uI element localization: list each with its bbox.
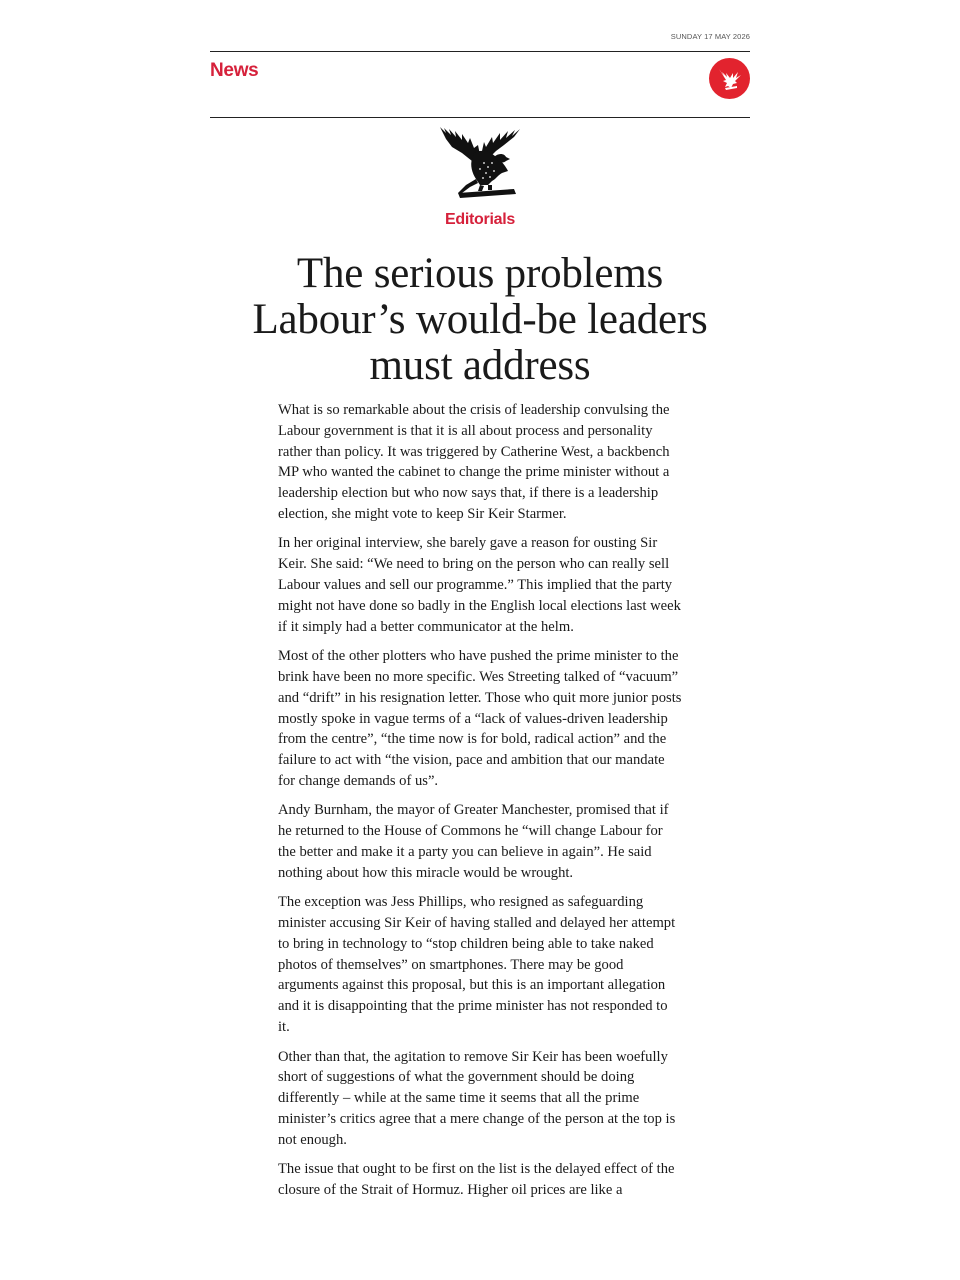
article-paragraph: Most of the other plotters who have pushed the prime minister to the brink have been no more specific. Wes Streeting talked of “vacuum” and “drift” in his resignation letter. Those who quit more junior posts mostly spoke in vague terms of a “lack of values-driven leadership from the centre”, “the time now is for bold, radical action” and the failure to act with “the vision, pace and ambition that our mandate for change demands of us”.	[278, 648, 682, 789]
independent-logo-button[interactable]	[709, 58, 750, 99]
article-paragraph: The exception was Jess Phillips, who resigned as safeguarding minister accusing Sir Keir of having stalled and delayed her attempt to bring in technology to “stop children being able to take naked photos of themselves” on smartphones. There may be good arguments against this proposal, but this is an important allegation and it is disappointing that the prime minister has not responded to it.	[278, 894, 676, 1036]
section-link-news[interactable]: News	[210, 60, 259, 81]
article-paragraph: Andy Burnham, the mayor of Greater Manchester, promised that if he returned to the House of Commons he “will change Labour for the better and make it a party you can believe in again”. He said nothing about how this miracle would be wrought.	[278, 802, 669, 881]
article-paragraph: What is so remarkable about the crisis of leadership convulsing the Labour government is that it is all about process and personality rather than policy. It was triggered by Catherine West, a backbench MP who wanted the cabinet to change the prime minister without a leadership election but who now says that, if there is a leadership election, she might vote to keep Sir Keir Starmer.	[278, 402, 670, 522]
article-paragraph: The issue that ought to be first on the list is the delayed effect of the closure of the Strait of Hormuz. Higher oil prices are like a	[278, 1161, 675, 1199]
article-kicker: Editorials	[445, 211, 515, 228]
article-paragraph: In her original interview, she barely gave a reason for ousting Sir Keir. She said: “We need to bring on the person who can really sell Labour values and sell our programme.” This implied that the party might not have done so badly in the English local elections last week if it simply had a better communicator at the helm.	[278, 535, 681, 635]
header-bottom-rule	[210, 117, 750, 118]
header-top-rule	[210, 51, 750, 52]
issue-date: SUNDAY 17 MAY 2026	[670, 32, 750, 41]
headline-line: The serious problems	[296, 250, 664, 297]
article-headline	[200, 251, 760, 389]
article-paragraph: Other than that, the agitation to remove Sir Keir has been woefully short of suggestions of what the government should be doing differently – while at the same time it seems that all the prime minister’s critics agree that a mere change of the person at the top is not enough.	[278, 1048, 676, 1148]
headline-line: must address	[369, 342, 591, 389]
article-body	[278, 400, 682, 1210]
headline-line: Labour’s would-be leaders	[252, 296, 708, 343]
independent-eagle-icon	[715, 64, 745, 94]
eagle-masthead-icon	[436, 123, 524, 205]
